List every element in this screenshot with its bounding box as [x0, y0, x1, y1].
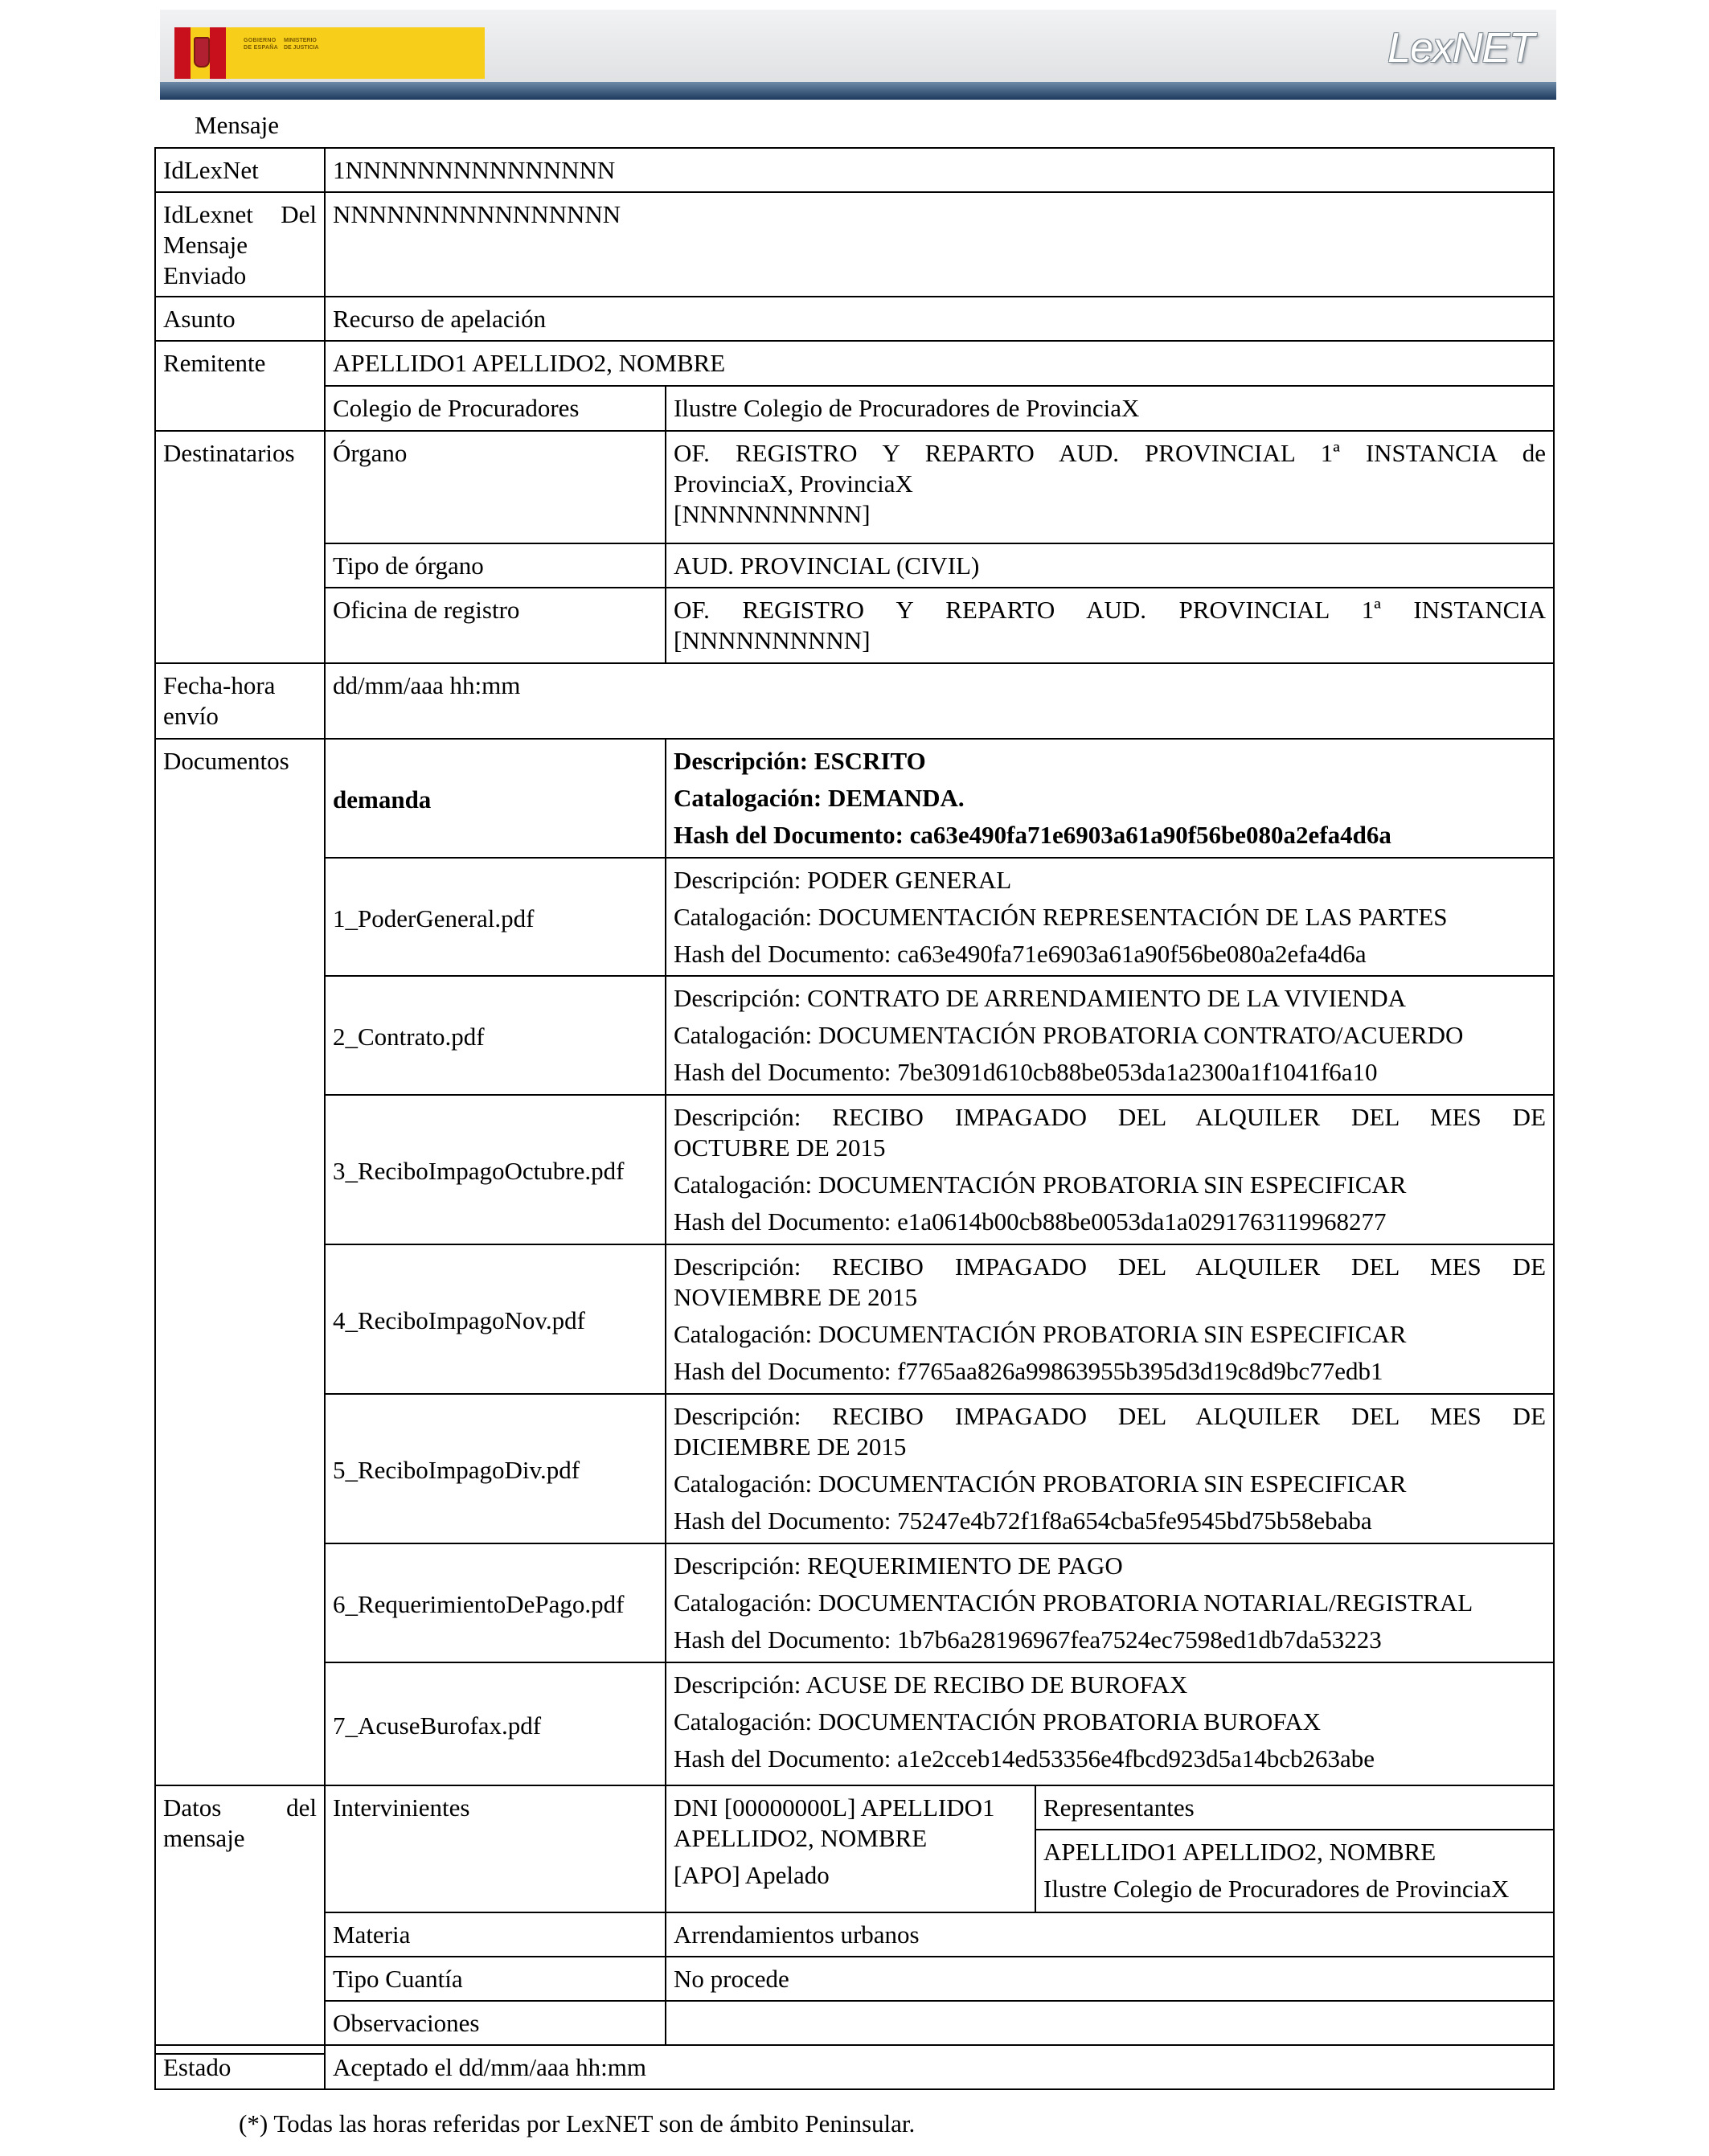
label-oficina-registro: Oficina de registro [324, 587, 666, 664]
section-title: Mensaje [195, 111, 280, 139]
lexnet-logo: LexNET [1387, 25, 1534, 72]
document-name: 5_ReciboImpagoDiv.pdf [324, 1393, 666, 1544]
document-details: Descripción: REQUERIMIENTO DE PAGO Catalogación: DOCUMENTACIÓN PROBATORIA NOTARIAL/REGISTRAL Hash del Documento: 1b7b6a28196967fea7524ec7598ed1db7da53223 [665, 1543, 1555, 1663]
document-name: 3_ReciboImpagoOctubre.pdf [324, 1094, 666, 1245]
document-details: Descripción: ACUSE DE RECIBO DE BUROFAX Catalogación: DOCUMENTACIÓN PROBATORIA BUROFAX Hash del Documento: a1e2cceb14ed53356e4fbcd923d5a14bcb263abe [665, 1662, 1555, 1786]
value-estado: Aceptado el dd/mm/aaa hh:mm [324, 2044, 1555, 2090]
document-name: 2_Contrato.pdf [324, 975, 666, 1096]
label-estado: Estado [154, 2044, 326, 2090]
message-table [154, 147, 1555, 2092]
label-observaciones: Observaciones [324, 2000, 666, 2046]
value-idlexnet: 1NNNNNNNNNNNNNNN [324, 147, 1555, 193]
document-details: Descripción: ESCRITO Catalogación: DEMANDA. Hash del Documento: ca63e490fa71e6903a61a90f56be080a2efa4d6a [665, 738, 1555, 859]
label-tipo-organo: Tipo de órgano [324, 543, 666, 588]
label-datos-mensaje: Datos del mensaje [154, 1785, 326, 2055]
label-idlexnet-enviado: IdLexnet Del Mensaje Enviado [154, 191, 326, 297]
value-tipo-organo: AUD. PROVINCIAL (CIVIL) [665, 543, 1555, 588]
document-name: 1_PoderGeneral.pdf [324, 857, 666, 977]
flag-stripe [210, 27, 226, 79]
label-fecha-envio: Fecha-hora envío [154, 662, 326, 740]
footnote: (*) Todas las horas referidas por LexNET son de ámbito Peninsular. [239, 2109, 916, 2138]
label-destinatarios: Destinatarios [154, 430, 326, 664]
label-representantes: Representantes [1035, 1785, 1555, 1830]
government-logo [174, 27, 485, 79]
value-organo: OF. REGISTRO Y REPARTO AUD. PROVINCIAL 1ª INSTANCIA de ProvinciaX, ProvinciaX [NNNNNNNNNN] [665, 430, 1555, 544]
value-colegio: Ilustre Colegio de Procuradores de ProvinciaX [665, 385, 1555, 432]
label-asunto: Asunto [154, 296, 326, 342]
gov-logo-text: GOBIERNO DE ESPAÑA [244, 38, 279, 51]
flag-stripe [174, 27, 191, 79]
label-materia: Materia [324, 1912, 666, 1957]
document-details: Descripción: RECIBO IMPAGADO DEL ALQUILER DEL MES DE OCTUBRE DE 2015 Catalogación: DOCUMENTACIÓN PROBATORIA SIN ESPECIFICAR Hash del Documento: e1a0614b00cb88be0053da1a0291763119968277 [665, 1094, 1555, 1245]
document-details: Descripción: PODER GENERAL Catalogación: DOCUMENTACIÓN REPRESENTACIÓN DE LAS PARTES Hash del Documento: ca63e490fa71e6903a61a90f56be080a2efa4d6a [665, 857, 1555, 977]
value-intervinientes: DNI [00000000L] APELLIDO1 APELLIDO2, NOMBRE [APO] Apelado [665, 1785, 1036, 1913]
document-name: 7_AcuseBurofax.pdf [324, 1662, 666, 1786]
ministry-logo-text: MINISTERIO DE JUSTICIA [284, 38, 319, 51]
value-asunto: Recurso de apelación [324, 296, 1555, 342]
value-observaciones [665, 2000, 1555, 2046]
value-remitente: APELLIDO1 APELLIDO2, NOMBRE [324, 340, 1555, 387]
document-details: Descripción: RECIBO IMPAGADO DEL ALQUILER DEL MES DE DICIEMBRE DE 2015 Catalogación: DOCUMENTACIÓN PROBATORIA SIN ESPECIFICAR Hash del Documento: 75247e4b72f1f8a654cba5fe9545bd75b58ebaba [665, 1393, 1555, 1544]
label-intervinientes: Intervinientes [324, 1785, 666, 1913]
header-banner [160, 10, 1556, 100]
value-oficina-registro: OF. REGISTRO Y REPARTO AUD. PROVINCIAL 1ª INSTANCIA [NNNNNNNNNN] [665, 587, 1555, 664]
label-idlexnet: IdLexNet [154, 147, 326, 193]
document-name: 6_RequerimientoDePago.pdf [324, 1543, 666, 1663]
label-organo: Órgano [324, 430, 666, 544]
label-colegio: Colegio de Procuradores [324, 385, 666, 432]
document-name: 4_ReciboImpagoNov.pdf [324, 1244, 666, 1395]
label-tipo-cuantia: Tipo Cuantía [324, 1956, 666, 2002]
value-tipo-cuantia: No procede [665, 1956, 1555, 2002]
document-details: Descripción: CONTRATO DE ARRENDAMIENTO DE LA VIVIENDA Catalogación: DOCUMENTACIÓN PROBATORIA CONTRATO/ACUERDO Hash del Documento: 7be3091d610cb88be053da1a2300a1f1041f6a10 [665, 975, 1555, 1096]
header-bar [160, 82, 1556, 100]
label-documentos: Documentos [154, 738, 326, 1786]
value-representantes: APELLIDO1 APELLIDO2, NOMBRE Ilustre Colegio de Procuradores de ProvinciaX [1035, 1829, 1555, 1913]
value-idlexnet-enviado: NNNNNNNNNNNNNNNN [324, 191, 1555, 297]
document-details: Descripción: RECIBO IMPAGADO DEL ALQUILER DEL MES DE NOVIEMBRE DE 2015 Catalogación: DOCUMENTACIÓN PROBATORIA SIN ESPECIFICAR Hash del Documento: f7765aa826a99863955b395d3d19c8d9bc77edb1 [665, 1244, 1555, 1395]
coat-of-arms-icon [194, 37, 210, 68]
value-materia: Arrendamientos urbanos [665, 1912, 1555, 1957]
value-fecha-envio: dd/mm/aaa hh:mm [324, 662, 1555, 740]
label-remitente: Remitente [154, 340, 326, 432]
document-name: demanda [324, 738, 666, 859]
